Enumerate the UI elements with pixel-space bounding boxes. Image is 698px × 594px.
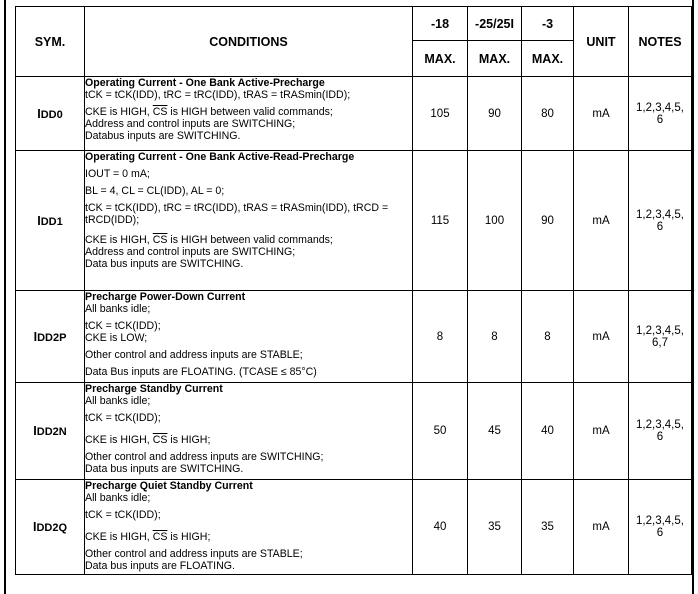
notes-cell: 1,2,3,4,5, 6 — [629, 480, 692, 575]
condition-title: Precharge Quiet Standby Current — [85, 480, 253, 492]
max-value-18: 40 — [413, 480, 468, 575]
max-value-3: 35 — [522, 480, 574, 575]
speed-grade-header-18: -18 — [413, 7, 468, 41]
condition-line: CKE is HIGH, $\overline{CS}$ is HIGH between valid commands; — [85, 106, 333, 118]
conditions-cell — [85, 383, 413, 480]
unit-cell: mA — [574, 77, 629, 151]
unit-cell: mA — [574, 291, 629, 383]
max-value-18: 105 — [413, 77, 468, 151]
header-row — [16, 7, 692, 41]
conditions-header: CONDITIONS — [85, 7, 413, 77]
condition-line: tCK = tCK(IDD); — [85, 320, 161, 332]
condition-line: Databus inputs are SWITCHING. — [85, 130, 241, 142]
condition-line: tCK = tCK(IDD); — [85, 509, 161, 521]
max-value-3: 8 — [522, 291, 574, 383]
left-margin-rule — [4, 0, 6, 594]
condition-line: Data bus inputs are SWITCHING. — [85, 463, 244, 475]
notes-header: NOTES — [629, 7, 692, 77]
max-label: MAX. — [468, 41, 522, 77]
max-label: MAX. — [522, 41, 574, 77]
symbol-cell: IDD2P — [16, 291, 85, 383]
max-value-3: 80 — [522, 77, 574, 151]
condition-title: Precharge Power-Down Current — [85, 291, 246, 303]
right-margin-rule — [692, 0, 694, 594]
condition-line: Other control and address inputs are STABLE; — [85, 548, 303, 560]
max-label: MAX. — [413, 41, 468, 77]
max-value-3: 40 — [522, 383, 574, 480]
condition-line: tCK = tCK(IDD), tRC = tRC(IDD), tRAS = tRASmin(IDD); — [85, 89, 351, 101]
condition-title: Operating Current - One Bank Active-Precharge — [85, 77, 325, 89]
unit-cell: mA — [574, 151, 629, 291]
condition-line: Address and control inputs are SWITCHING; — [85, 118, 296, 130]
table-row-idd1 — [16, 151, 692, 291]
condition-line: Data bus inputs are FLOATING. — [85, 560, 235, 572]
table-row-idd2q — [16, 480, 692, 575]
unit-header: UNIT — [574, 7, 629, 77]
table-row-idd2p — [16, 291, 692, 383]
condition-line: All banks idle; — [85, 492, 151, 504]
condition-line: Other control and address inputs are STABLE; — [85, 349, 303, 361]
condition-line: CKE is LOW; — [85, 332, 148, 344]
condition-line: All banks idle; — [85, 303, 151, 315]
symbol-cell: IDD2Q — [16, 480, 85, 575]
condition-line: CKE is HIGH, $\overline{CS}$ is HIGH; — [85, 531, 211, 543]
condition-line: Data bus inputs are SWITCHING. — [85, 258, 244, 270]
table-row-idd2n — [16, 383, 692, 480]
max-value-25: 100 — [468, 151, 522, 291]
table-row-idd0 — [16, 77, 692, 151]
condition-line: CKE is HIGH, $\overline{CS}$ is HIGH; — [85, 434, 211, 446]
speed-grade-header-3: -3 — [522, 7, 574, 41]
max-value-25: 35 — [468, 480, 522, 575]
condition-line: IOUT = 0 mA; — [85, 168, 150, 180]
condition-line: All banks idle; — [85, 395, 151, 407]
notes-cell: 1,2,3,4,5, 6 — [629, 151, 692, 291]
cs-overline-text: $\overline{CS}$ — [152, 531, 168, 543]
max-value-25: 8 — [468, 291, 522, 383]
condition-line: CKE is HIGH, $\overline{CS}$ is HIGH between valid commands; — [85, 234, 333, 246]
max-value-3: 90 — [522, 151, 574, 291]
max-value-25: 90 — [468, 77, 522, 151]
symbol-cell: IDD2N — [16, 383, 85, 480]
unit-cell: mA — [574, 480, 629, 575]
condition-title: Operating Current - One Bank Active-Read-Precharge — [85, 151, 355, 163]
conditions-cell — [85, 77, 413, 151]
condition-line: tCK = tCK(IDD), tRC = tRC(IDD), tRAS = tRASmin(IDD), tRCD = tRCD(IDD); — [85, 202, 389, 226]
symbol-cell: IDD1 — [16, 151, 85, 291]
conditions-cell — [85, 151, 413, 291]
condition-line: tCK = tCK(IDD); — [85, 412, 161, 424]
unit-cell: mA — [574, 383, 629, 480]
speed-grade-header-25: -25/25I — [468, 7, 522, 41]
notes-cell: 1,2,3,4,5, 6 — [629, 77, 692, 151]
condition-line: Data Bus inputs are FLOATING. (TCASE ≤ 85°C) — [85, 366, 317, 378]
max-value-18: 8 — [413, 291, 468, 383]
condition-title: Precharge Standby Current — [85, 383, 223, 395]
conditions-cell — [85, 291, 413, 383]
idd-spec-table — [15, 6, 692, 575]
symbol-cell: IDD0 — [16, 77, 85, 151]
max-value-25: 45 — [468, 383, 522, 480]
sym-header: SYM. — [16, 7, 85, 77]
cs-overline-text: $\overline{CS}$ — [152, 434, 168, 446]
notes-cell: 1,2,3,4,5, 6 — [629, 383, 692, 480]
condition-line: Other control and address inputs are SWITCHING; — [85, 451, 324, 463]
notes-cell: 1,2,3,4,5, 6,7 — [629, 291, 692, 383]
conditions-cell — [85, 480, 413, 575]
condition-line: BL = 4, CL = CL(IDD), AL = 0; — [85, 185, 225, 197]
condition-line: Address and control inputs are SWITCHING; — [85, 246, 296, 258]
cs-overline-text: $\overline{CS}$ — [152, 106, 168, 118]
max-value-18: 115 — [413, 151, 468, 291]
cs-overline-text: $\overline{CS}$ — [152, 234, 168, 246]
max-value-18: 50 — [413, 383, 468, 480]
